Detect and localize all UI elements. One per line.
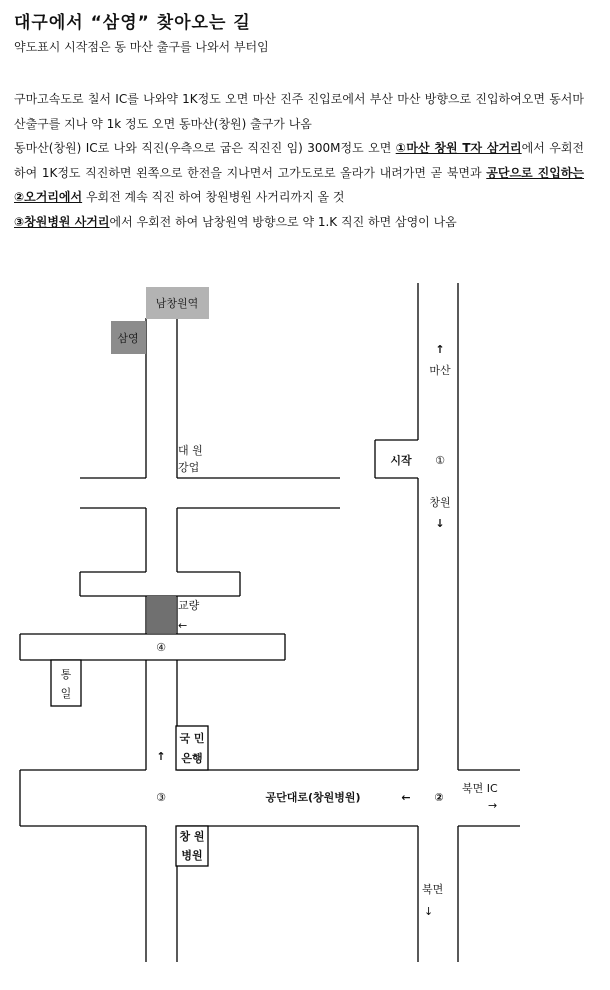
- marker-2: ②: [434, 791, 444, 804]
- down-arrow-icon: ↓: [424, 905, 434, 918]
- bridge-label: 교량: [178, 599, 200, 612]
- directions-line-2a: 동마산(창원) IC로 나와 직진(우측으로 굽은 직진진 임) 300M정도 오면: [14, 141, 396, 156]
- bridge-box: [147, 596, 176, 633]
- marker-4: ④: [156, 641, 166, 654]
- page-subtitle: 약도표시 시작점은 동 마산 출구를 나와서 부터임: [14, 40, 269, 54]
- tongil-label-1: 통: [60, 668, 72, 681]
- kookmin-bank-label-1: 국 민: [179, 732, 205, 745]
- five-way-highlight: 공단으로 진입하는 ②오거리에서: [14, 165, 585, 205]
- kookmin-bank-label-2: 은행: [181, 752, 203, 765]
- hospital-crossroad-highlight: ③창원병원 사거리: [14, 214, 110, 229]
- directions-line-1: 구마고속도로 칠서 IC를 나와약 1K정도 오면 마산 진주 진입로에서 부산 마산 방향으로 진입하여오면 동서마산출구를 지나 약 1k 정도 오면 동마산(창원) 출구가 나옴: [14, 92, 584, 131]
- masan-up-arrow-icon: ↑: [435, 343, 445, 356]
- marker-1: ①: [435, 454, 445, 467]
- right-arrow-icon: →: [488, 799, 498, 812]
- changwon-hospital-label-2: 병원: [181, 849, 203, 862]
- directions-line-3b: 에서 우회전 하여 남창원역 방향으로 약 1.K 직진 하면 삼영이 나옴: [109, 214, 457, 229]
- bukmyeon-ic-label: 북면 IC: [462, 782, 498, 795]
- bukmyeon-label: 북면: [422, 883, 444, 896]
- t-junction-highlight: ①마산 창원 T자 삼거리: [395, 141, 522, 156]
- tongil-label-2: 일: [60, 687, 72, 700]
- daewon-label-2: 강업: [178, 461, 200, 474]
- start-label: 시작: [390, 454, 412, 467]
- bridge-arrow-icon: ←: [178, 619, 188, 632]
- samyoung-label: 삼영: [117, 332, 139, 345]
- gongdan-road-label: 공단대로(창원병원): [265, 791, 361, 804]
- page-title: 대구에서 “삼영” 찾아오는 길: [14, 13, 251, 33]
- directions-line-2c: 에서 우회전하여 1K정도 직진하면 왼쪽으로 한전을 지나면서 고가도로로 올라가 내려가면 곧 북면과: [14, 141, 584, 180]
- road-lines: [20, 283, 520, 962]
- changwon-down-arrow-icon: ↓: [435, 517, 445, 530]
- namchangwon-station-label: 남창원역: [155, 297, 199, 310]
- left-arrow-icon: ←: [401, 791, 411, 804]
- changwon-hospital-label-1: 창 원: [179, 830, 205, 843]
- changwon-label: 창원: [429, 496, 451, 509]
- marker-3: ③: [156, 791, 166, 804]
- directions-line-2e: 우회전 계속 직진 하여 창원병원 사거리까지 올 것: [82, 190, 345, 205]
- up-arrow-icon: ↑: [156, 750, 166, 763]
- daewon-label-1: 대 원: [178, 444, 203, 457]
- masan-label: 마산: [429, 364, 451, 377]
